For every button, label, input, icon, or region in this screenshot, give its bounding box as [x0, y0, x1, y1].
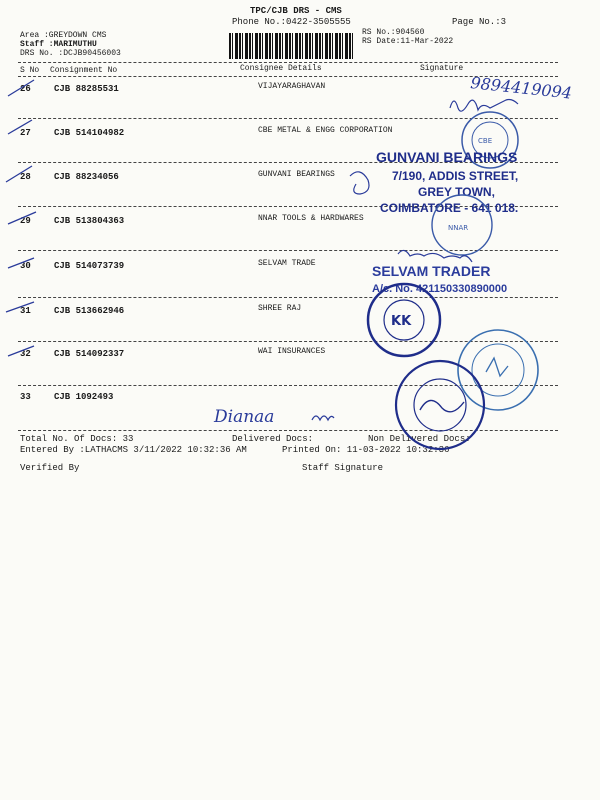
svg-text:NNAR: NNAR — [448, 224, 469, 232]
row-sno: 28 — [20, 172, 31, 182]
row-consignment: CJB 514073739 — [54, 261, 125, 271]
drs-number: DRS No. :DCJB90456003 — [20, 49, 121, 58]
svg-text:KK: KK — [391, 314, 412, 329]
tick-mark — [6, 302, 34, 312]
insurance-stamp — [458, 330, 538, 410]
staff-signature: Staff Signature — [302, 463, 384, 473]
row-sno: 29 — [20, 216, 31, 226]
col-sno: S No — [20, 66, 40, 75]
row-sno: 26 — [20, 84, 31, 94]
row-consignment: CJB 514104982 — [54, 128, 125, 138]
page-number: Page No.:3 — [452, 17, 507, 27]
row-sno: 27 — [20, 128, 31, 138]
row-consignment: CJB 1092493 — [54, 392, 114, 402]
row-consignment: CJB 88285531 — [54, 84, 119, 94]
gunvani-stamp — [376, 149, 518, 215]
selvam-stamp-name: SELVAM TRADER — [372, 263, 491, 279]
row-consignment: CJB 513662946 — [54, 306, 125, 316]
row-consignee: NNAR TOOLS & HARDWARES — [258, 214, 364, 223]
col-consignment: Consignment No — [50, 66, 118, 75]
col-signature: Signature — [420, 64, 464, 73]
delivered-docs: Delivered Docs: — [232, 434, 314, 444]
rs-number: RS No.:904560 — [362, 28, 425, 37]
signature-scribble — [398, 250, 472, 262]
tick-mark — [8, 258, 34, 268]
svg-text:7/190, ADDIS STREET,: 7/190, ADDIS STREET, — [392, 169, 519, 183]
row-consignment: CJB 514092337 — [54, 349, 125, 359]
dianaa-hardwares-stamp — [396, 361, 484, 449]
row-sno: 32 — [20, 349, 31, 359]
staff-label: Staff :MARIMUTHU — [20, 40, 97, 49]
svg-text:COIMBATORE - 641 018.: COIMBATORE - 641 018. — [380, 201, 519, 215]
signature-scribble — [350, 172, 369, 194]
row-consignee: WAI INSURANCES — [258, 347, 326, 356]
row-consignee: VIJAYARAGHAVAN — [258, 82, 326, 91]
svg-text:GREY TOWN,: GREY TOWN, — [418, 185, 495, 199]
tick-mark — [8, 346, 34, 356]
row-sno: 31 — [20, 306, 31, 316]
row-consignee: GUNVANI BEARINGS — [258, 170, 335, 179]
selvam-stamp-account: A/c. No. 421150330890000 — [372, 283, 508, 295]
row-consignee: SELVAM TRADE — [258, 259, 316, 268]
tick-mark — [8, 120, 32, 134]
tick-mark — [8, 212, 36, 224]
tick-mark — [6, 166, 32, 182]
drs-title: TPC/CJB DRS - CMS — [250, 6, 342, 16]
rs-date: RS Date:11-Mar-2022 — [362, 37, 454, 46]
area-label: Area :GREYDOWN CMS — [20, 31, 107, 40]
total-docs: Total No. Of Docs: 33 — [20, 434, 134, 444]
handwritten-dianaa: Dianaa — [214, 407, 275, 427]
phone-number: Phone No.:0422-3505555 — [232, 17, 351, 27]
row-consignment: CJB 88234056 — [54, 172, 119, 182]
signature-scribble — [312, 416, 334, 420]
handwritten-phone: 9894419094 — [469, 73, 573, 103]
row-consignment: CJB 513804363 — [54, 216, 125, 226]
printed-on: Printed On: 11-03-2022 10:32:36 — [282, 445, 450, 455]
signature-scribble — [450, 100, 518, 112]
svg-text:CBE: CBE — [478, 137, 493, 145]
row-consignee: CBE METAL & ENGG CORPORATION — [258, 126, 393, 135]
svg-text:GUNVANI BEARINGS: GUNVANI BEARINGS — [376, 149, 518, 165]
non-delivered-docs: Non Delivered Docs: — [368, 434, 471, 444]
row-consignee: SHREE RAJ — [258, 304, 302, 313]
row-sno: 33 — [20, 392, 31, 402]
col-consignee: Consignee Details — [240, 64, 322, 73]
entered-by: Entered By :LATHACMS 3/11/2022 10:32:36 AM — [20, 445, 247, 455]
row-sno: 30 — [20, 261, 31, 271]
tick-mark — [8, 80, 34, 96]
verified-by: Verified By — [20, 463, 80, 473]
